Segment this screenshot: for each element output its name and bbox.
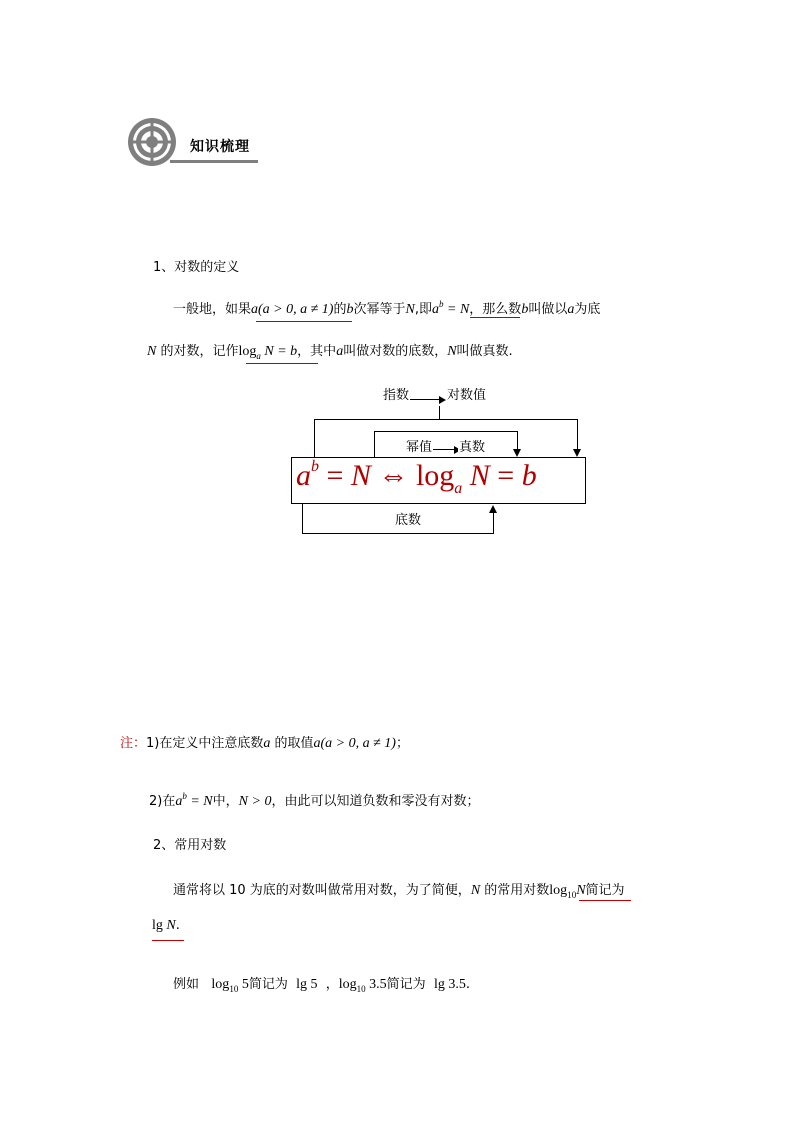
math-var: b	[521, 302, 529, 317]
red-underline	[470, 317, 520, 318]
math-var: N	[447, 344, 457, 359]
text-segment: 的常用对数	[480, 883, 550, 898]
text-segment: 一般地，如果	[173, 302, 252, 317]
math-var: N	[470, 883, 481, 898]
bracket-line	[577, 419, 578, 451]
section1-heading: 1、对数的定义	[153, 260, 240, 275]
math-power: $a^b = N$	[175, 791, 213, 809]
text-segment: ；	[395, 736, 409, 751]
arrow-up-icon	[489, 505, 497, 513]
text-segment: 简记为	[248, 977, 288, 992]
header-underline	[170, 160, 258, 163]
text-segment: 简记为	[386, 977, 426, 992]
red-underline	[246, 363, 318, 364]
bracket-line	[302, 504, 303, 534]
text-segment: ，其中	[297, 344, 337, 359]
math-lg: lg 5	[296, 977, 318, 992]
text-segment: 叫做真数.	[456, 344, 513, 359]
arrow-line	[433, 449, 455, 450]
text-segment: 的对数，记作	[156, 344, 239, 359]
math-var: a	[567, 302, 575, 317]
math-condition: a(a > 0, a ≠ 1)	[313, 736, 396, 751]
bracket-line	[493, 512, 494, 534]
math-lg: lg 3.5	[433, 977, 466, 992]
label-exponent: 指数	[382, 384, 410, 403]
text-segment: ，由此可以知道负数和零没有对数；	[271, 794, 480, 809]
label-base: 底数	[394, 509, 422, 528]
page-section-title: 知识梳理	[190, 139, 250, 155]
red-underline	[256, 321, 352, 322]
text-segment: 的取值	[270, 736, 314, 751]
text-segment: ，那么数	[469, 302, 522, 317]
text-segment: 叫做以	[528, 302, 568, 317]
math-var: N	[405, 302, 415, 317]
math-lg: lg N	[152, 918, 176, 933]
common-log-line1	[173, 879, 625, 899]
text-segment: .	[175, 918, 180, 933]
math-var: a	[263, 736, 271, 751]
text-segment: 简记为	[585, 883, 625, 898]
bracket-line	[374, 431, 375, 457]
text-segment: ,即	[414, 302, 432, 317]
math-condition: N > 0	[238, 794, 272, 809]
text-segment: 叫做对数的底数，	[343, 344, 448, 359]
red-underline	[152, 940, 184, 941]
text-segment: 通常将以 10 为底的对数叫做常用对数，为了简便，	[173, 883, 471, 898]
arrow-down-icon	[513, 449, 521, 457]
math-var: b	[346, 302, 354, 317]
bracket-line	[302, 533, 494, 534]
note-2	[149, 790, 479, 810]
bracket-line	[314, 419, 315, 457]
section2-heading: 2、常用对数	[153, 838, 227, 853]
bracket-line	[517, 431, 518, 451]
note-1	[120, 732, 409, 752]
bracket-line	[374, 431, 518, 432]
label-antilog: 真数	[458, 436, 486, 455]
red-underline	[579, 900, 631, 901]
text-segment: 的	[333, 302, 347, 317]
log-equivalence-formula: $a^b = N$ ⇔ $\log_a N = b$	[296, 458, 537, 497]
text-segment: ，	[325, 977, 339, 992]
definition-line1	[173, 298, 600, 318]
text-segment: 2)在	[149, 794, 176, 809]
math-condition: a(a > 0, a ≠ 1)	[251, 302, 334, 317]
arrow-right-icon	[439, 396, 446, 404]
arrow-down-icon	[573, 449, 581, 457]
text-segment: 次幂等于	[353, 302, 406, 317]
bracket-line	[314, 419, 578, 420]
text-segment: 例如	[173, 977, 200, 992]
text-segment: .	[465, 977, 470, 992]
math-log10: $\log_{10} 5$	[211, 977, 249, 994]
label-log-value: 对数值	[446, 384, 487, 403]
math-var: N	[147, 344, 157, 359]
arrow-line	[410, 399, 440, 400]
common-log-line2	[152, 918, 180, 934]
example-line	[173, 973, 470, 993]
connector-line	[439, 406, 440, 419]
text-segment: 中，	[212, 794, 239, 809]
note-prefix: 注：	[120, 736, 147, 751]
text-segment: 为底	[574, 302, 601, 317]
math-log: $\log_a N = b$	[238, 344, 298, 361]
math-power: $a^b = N$	[432, 299, 470, 317]
math-log10: $\log_{10}N$	[549, 883, 586, 900]
definition-line2	[147, 340, 513, 360]
math-var: a	[336, 344, 344, 359]
text-segment: 1)在定义中注意底数	[146, 736, 264, 751]
math-log10: $\log_{10} 3.5$	[338, 977, 387, 994]
label-power: 幂值	[405, 436, 433, 455]
